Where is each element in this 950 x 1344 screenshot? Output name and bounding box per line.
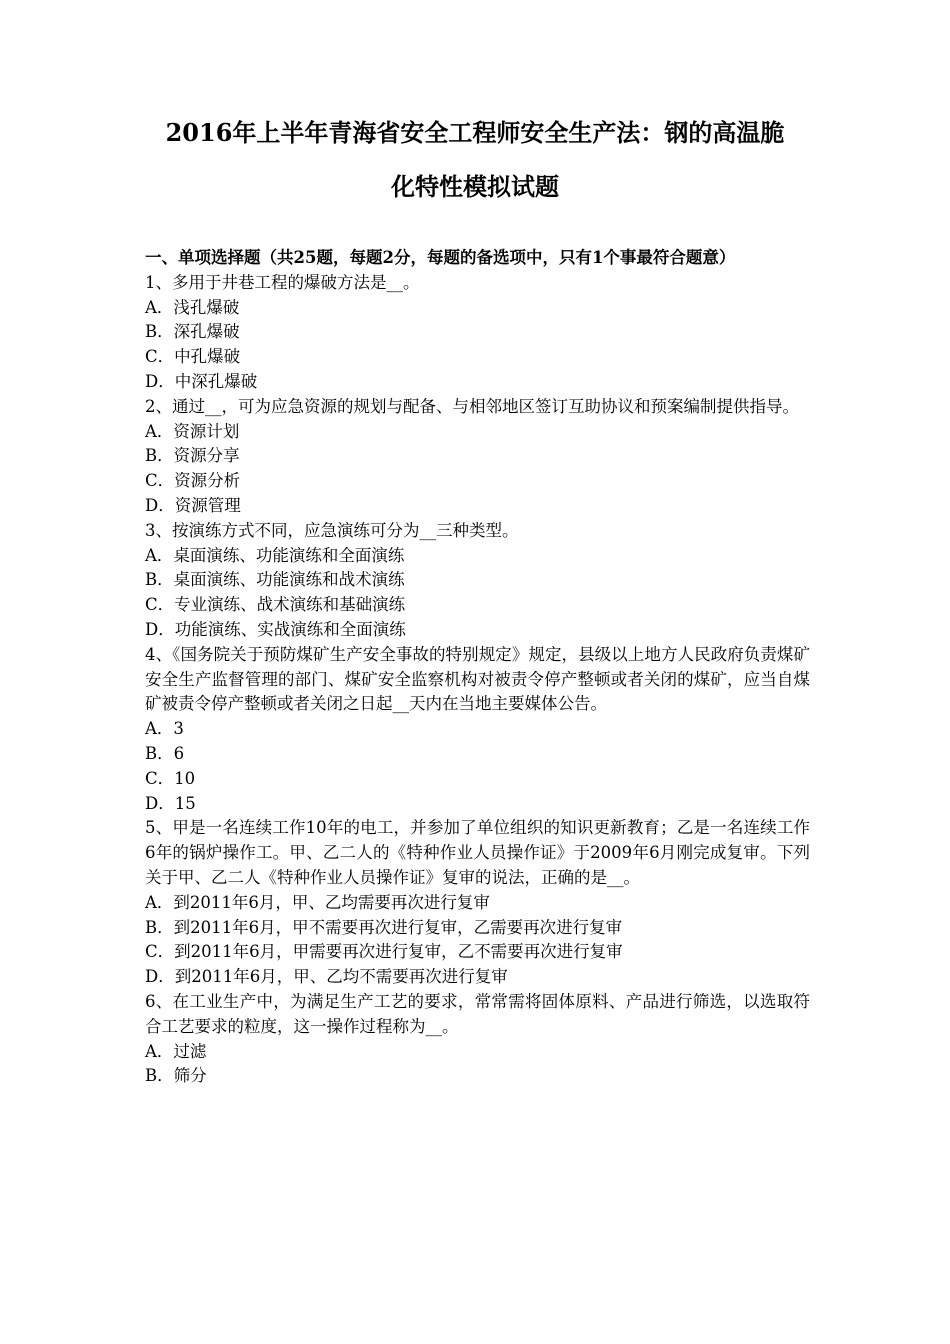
option-a: A．桌面演练、功能演练和全面演练 — [145, 545, 405, 565]
option-b: B．深孔爆破 — [145, 322, 240, 342]
option-b: B．资源分享 — [145, 446, 240, 466]
question-stem: 3、按演练方式不同，应急演练可分为__三种类型。 — [145, 520, 519, 540]
option-b: B．桌面演练、功能演练和战术演练 — [145, 570, 405, 590]
question-5 — [145, 816, 810, 990]
option-b: B．筛分 — [145, 1066, 207, 1086]
document-title-line-1: 2016年上半年青海省安全工程师安全生产法：钢的高温脆 — [165, 118, 785, 147]
question-6 — [145, 990, 810, 1089]
document-body — [145, 246, 810, 1089]
question-4 — [145, 643, 810, 817]
option-b: B．到2011年6月，甲不需要再次进行复审，乙需要再次进行复审 — [145, 917, 623, 937]
option-a: A．浅孔爆破 — [145, 297, 240, 317]
question-stem: 2、通过__，可为应急资源的规划与配备、与相邻地区签订互助协议和预案编制提供指导。 — [145, 396, 799, 416]
question-1 — [145, 271, 810, 395]
option-c: C．到2011年6月，甲需要再次进行复审，乙不需要再次进行复审 — [145, 942, 623, 962]
option-a: A．资源计划 — [145, 421, 240, 441]
question-3 — [145, 519, 810, 643]
question-stem: 5、甲是一名连续工作10年的电工，并参加了单位组织的知识更新教育；乙是一名连续工作6年的锅炉操作工。甲、乙二人的《特种作业人员操作证》于2009年6月刚完成复审。下列关于甲、乙二人《特种作业人员操作证》复审的说法，正确的是__。 — [145, 818, 810, 887]
option-d: D．资源管理 — [145, 495, 241, 515]
option-d: D．到2011年6月，甲、乙均不需要再次进行复审 — [145, 967, 508, 987]
option-b: B．6 — [145, 743, 185, 763]
option-c: C．中孔爆破 — [145, 347, 241, 367]
option-d: D．15 — [145, 793, 196, 813]
option-c: C．资源分析 — [145, 471, 241, 491]
option-d: D．中深孔爆破 — [145, 371, 258, 391]
option-a: A．到2011年6月，甲、乙均需要再次进行复审 — [145, 892, 490, 912]
option-a: A．3 — [145, 719, 184, 739]
question-2 — [145, 395, 810, 519]
option-c: C．专业演练、战术演练和基础演练 — [145, 595, 406, 615]
document-title-line-2: 化特性模拟试题 — [391, 172, 559, 201]
section-heading: 一、单项选择题（共25题，每题2分，每题的备选项中，只有1个事最符合题意） — [145, 248, 736, 267]
option-a: A．过滤 — [145, 1041, 207, 1061]
option-c: C．10 — [145, 768, 196, 788]
question-stem: 6、在工业生产中，为满足生产工艺的要求，常常需将固体原料、产品进行筛选，以选取符合工艺要求的粒度，这一操作过程称为__。 — [145, 991, 810, 1036]
option-d: D．功能演练、实战演练和全面演练 — [145, 619, 406, 639]
question-stem: 4、《国务院关于预防煤矿生产安全事故的特别规定》规定，县级以上地方人民政府负责煤矿安全生产监督管理的部门、煤矿安全监察机构对被责令停产整顿或者关闭的煤矿，应当自煤矿被责令停产整顿或者关闭之日起__天内在当地主要媒体公告。 — [145, 644, 810, 714]
question-stem: 1、多用于井巷工程的爆破方法是__。 — [145, 272, 420, 292]
